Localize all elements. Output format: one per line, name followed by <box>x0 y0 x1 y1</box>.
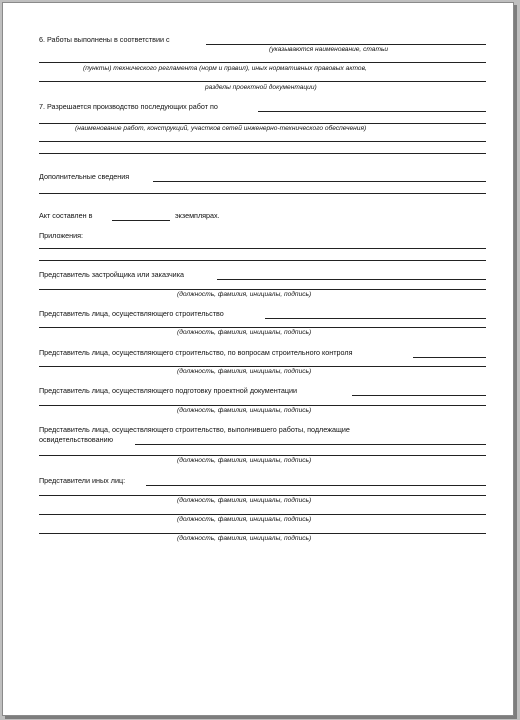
section6-caption-3: разделы проектной документации) <box>205 84 317 91</box>
attachments-line-2 <box>39 260 486 261</box>
document-page <box>2 2 514 716</box>
other-persons-caption-2: (должность, фамилия, инициалы, подпись) <box>177 516 312 523</box>
signature-1-caption: (должность, фамилия, инициалы, подпись) <box>177 291 312 298</box>
act-copies-line <box>112 220 170 221</box>
signature-5-line <box>39 455 486 456</box>
other-persons-caption-1: (должность, фамилия, инициалы, подпись) <box>177 497 312 504</box>
act-label-end: экземплярах. <box>175 211 220 220</box>
signature-2-line <box>39 327 486 328</box>
signature-4-fill-line <box>352 395 486 396</box>
signature-4-label: Представитель лица, осуществляющего подготовку проектной документации <box>39 386 298 395</box>
section6-line-3 <box>39 81 486 82</box>
section7-line-2 <box>39 123 486 124</box>
signature-3-fill-line <box>413 357 486 358</box>
section6-line-2 <box>39 62 486 63</box>
section7-line-3 <box>39 141 486 142</box>
section7-caption: (наименование работ, конструкций, участков сетей инженерно-технического обеспечения) <box>75 125 367 132</box>
signature-1-line <box>39 289 486 290</box>
signature-3-line <box>39 366 486 367</box>
section6-label: 6. Работы выполнены в соответствии с <box>39 35 170 44</box>
other-persons-line-1 <box>39 495 486 496</box>
other-persons-caption-3: (должность, фамилия, инициалы, подпись) <box>177 535 312 542</box>
signature-6-fill-line <box>146 485 486 486</box>
signature-5-fill-line <box>135 444 486 445</box>
signature-5-label-line2: освидетельствованию <box>39 435 114 444</box>
signature-1-label: Представитель застройщика или заказчика <box>39 270 184 279</box>
signature-1-fill-line <box>217 279 486 280</box>
section6-fill-line <box>206 44 486 45</box>
other-persons-line-3 <box>39 533 486 534</box>
other-persons-line-2 <box>39 514 486 515</box>
section7-label: 7. Разрешается производство последующих работ по <box>39 102 218 111</box>
additional-label: Дополнительные сведения <box>39 172 130 181</box>
signature-3-caption: (должность, фамилия, инициалы, подпись) <box>177 368 312 375</box>
additional-line-2 <box>39 193 486 194</box>
signature-2-label: Представитель лица, осуществляющего строительство <box>39 309 224 318</box>
signature-5-label-line1: Представитель лица, осуществляющего строительство, выполнившего работы, подлежащие <box>39 425 350 434</box>
signature-3-label: Представитель лица, осуществляющего строительство, по вопросам строительного контроля <box>39 348 353 357</box>
attachments-line-1 <box>39 248 486 249</box>
signature-4-line <box>39 405 486 406</box>
section6-caption-1: (указываются наименование, статьи <box>269 46 389 53</box>
section6-caption-2: (пункты) технического регламента (норм и правил), иных нормативных правовых актов, <box>83 65 367 72</box>
signature-5-caption: (должность, фамилия, инициалы, подпись) <box>177 457 312 464</box>
additional-fill-line <box>153 181 486 182</box>
section7-line-4 <box>39 153 486 154</box>
signature-6-label: Представители иных лиц: <box>39 476 126 485</box>
section7-fill-line <box>258 111 486 112</box>
act-label-start: Акт составлен в <box>39 211 93 220</box>
signature-2-caption: (должность, фамилия, инициалы, подпись) <box>177 329 312 336</box>
attachments-label: Приложения: <box>39 231 84 240</box>
signature-2-fill-line <box>265 318 486 319</box>
signature-4-caption: (должность, фамилия, инициалы, подпись) <box>177 407 312 414</box>
